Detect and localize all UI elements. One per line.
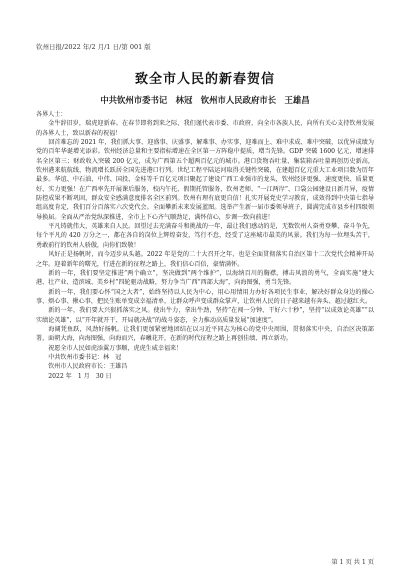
newspaper-header: 钦州日报/2022 年/2 月/1 日/第 001 版 (36, 43, 151, 51)
paragraph: 金牛辞旧岁，瑞虎迎新春。在春节即将到来之际，我们谨代表市委、市政府，向全市各族人民，向所有关心支持钦州发展的各界人士，致以新春的祝福！ (36, 120, 374, 137)
article-authors: 中共钦州市委书记 林冠 钦州市人民政府市长 王雄昌 (100, 95, 310, 105)
paragraph: 风好正是扬帆时，而今迈步从头越。2022 年是党的二十大召开之年，也是全面贯彻落实自治区第十二次党代会精神开局之年。迎着新年的曙光，行进在新的征程之路上，我们信心百倍，豪情满怀。 (36, 251, 374, 268)
article-body (36, 110, 374, 548)
signature-date: 2022 年 1 月 30 日 (48, 372, 112, 380)
paragraph: 平凡铸就伟大，英雄来自人民。回望过去充满奋斗和挑战的一年，最让我们感动的是，无数钦州人奋勇登攀、奋斗争先，每个平凡的 420 万分之一，都在各自的岗位上辉煌奋发，笃行不怠，经受了这座城市最美的风景。我们为每一位埋头苦干，勇敢前行的钦州人骄傲，向你们致敬！ (36, 223, 374, 249)
page-footer: 第 1 页 共 1 页 (331, 559, 374, 566)
paragraph: 回首难忘的 2021 年，我们抓大事、迎盛事、庆盛事，解难事、办实事，迎难而上、难中求成、难中突破，以优异成绩为党的百年华诞增光添彩。钦州经济总量和主要指标增速在全区第一方阵稳中提质，增当先锋。GDP 突破 1600 亿元，增速排名全区第三；财政收入突破 200 亿元，成为广西第五个超两百亿元的城市。港口货物吞吐量、集装箱吞吐量再创历史新高，钦州港来航航线、物流增长跃居全国先进港口行列。世纪工程平陆运河取得关键性突破，在建超百亿元重大工业项目数为历年最多。华谊、中石油、中伟、国投、金桂等千百亿元项目聚起了建设广西工业强市的龙头，钦州经济更强、速度更快、质量更好、实力更强！在广西率先开展课后服务，校内午托、假期托管服务，钦州老师、“一江两岸”、口袋公园建设日新月异，疫情防控成果不断巩固，群众安全感满意度排名全区前列。钦州有理有底更自信！扎实开展党史学习教育，成效得到中央第七指导组高度肯定，我们百分百落实六次党代会。全面攀新未来发展蓝图。选举产生新一届市委领导班子，圆满完成市县乡村四级领导换届。全面从严治党纵深推进，全市上下心齐气顺劲足，满怀信心，步调一致向前进！ (36, 139, 374, 221)
article-title: 致全市人民的新春贺信 (134, 72, 275, 87)
closing-wish: 祝愿全市人民如虎添翼万事顺，虎虎生威幸福来！ (48, 344, 183, 352)
salutation: 各界人士： (36, 111, 67, 118)
signature-mayor: 钦州市人民政府市长：王雄昌 (48, 363, 128, 371)
paragraph: 新的一年，我们要坚定推进“两个确立”，坚决做到“两个维护”，以海纳百川的胸襟，搏击风浪的勇气，全面实施“建大港、壮产业、造滨城、美乡村”四轮驱动战略，努力争当广西“西部大海”，向海图强，勇当先锋。 (36, 269, 374, 287)
paragraph: 新的一年，我们要大兴狠抓落实之风。使出牛力，拿出牛劲，坚持“在闯一分钟、干好六十秒”，坚持“以成效论英雄”“以实绩论英雄”，以“开年就开干、开局就决战”的战斗姿态，全力推动高质量发展“加速度”。 (36, 307, 374, 324)
paragraph: 新的一年，我们要心怀“国之大者”，始终坚持以人民为中心，用心用情用力办好各项民生事业，解决好群众身边的操心事、烦心事、揪心事，把民生账单变成幸福清单，让群众呼声变成群众掌声，让钦州人民的日子越来越有奔头、越过越红火。 (36, 288, 374, 305)
signature-secretary: 中共钦州市委书记：林 冠 (48, 353, 122, 361)
paragraph: 海阔凭鱼跃，风劲好扬帆。让我们更加紧密地团结在以习近平同志为核心的党中央周围，贯彻落实中央、自治区决策部署，面朝大海，向海图强，向海而兴，春曦花开，在新的时代征程之路上再创佳绩、再立新功。 (36, 325, 374, 343)
